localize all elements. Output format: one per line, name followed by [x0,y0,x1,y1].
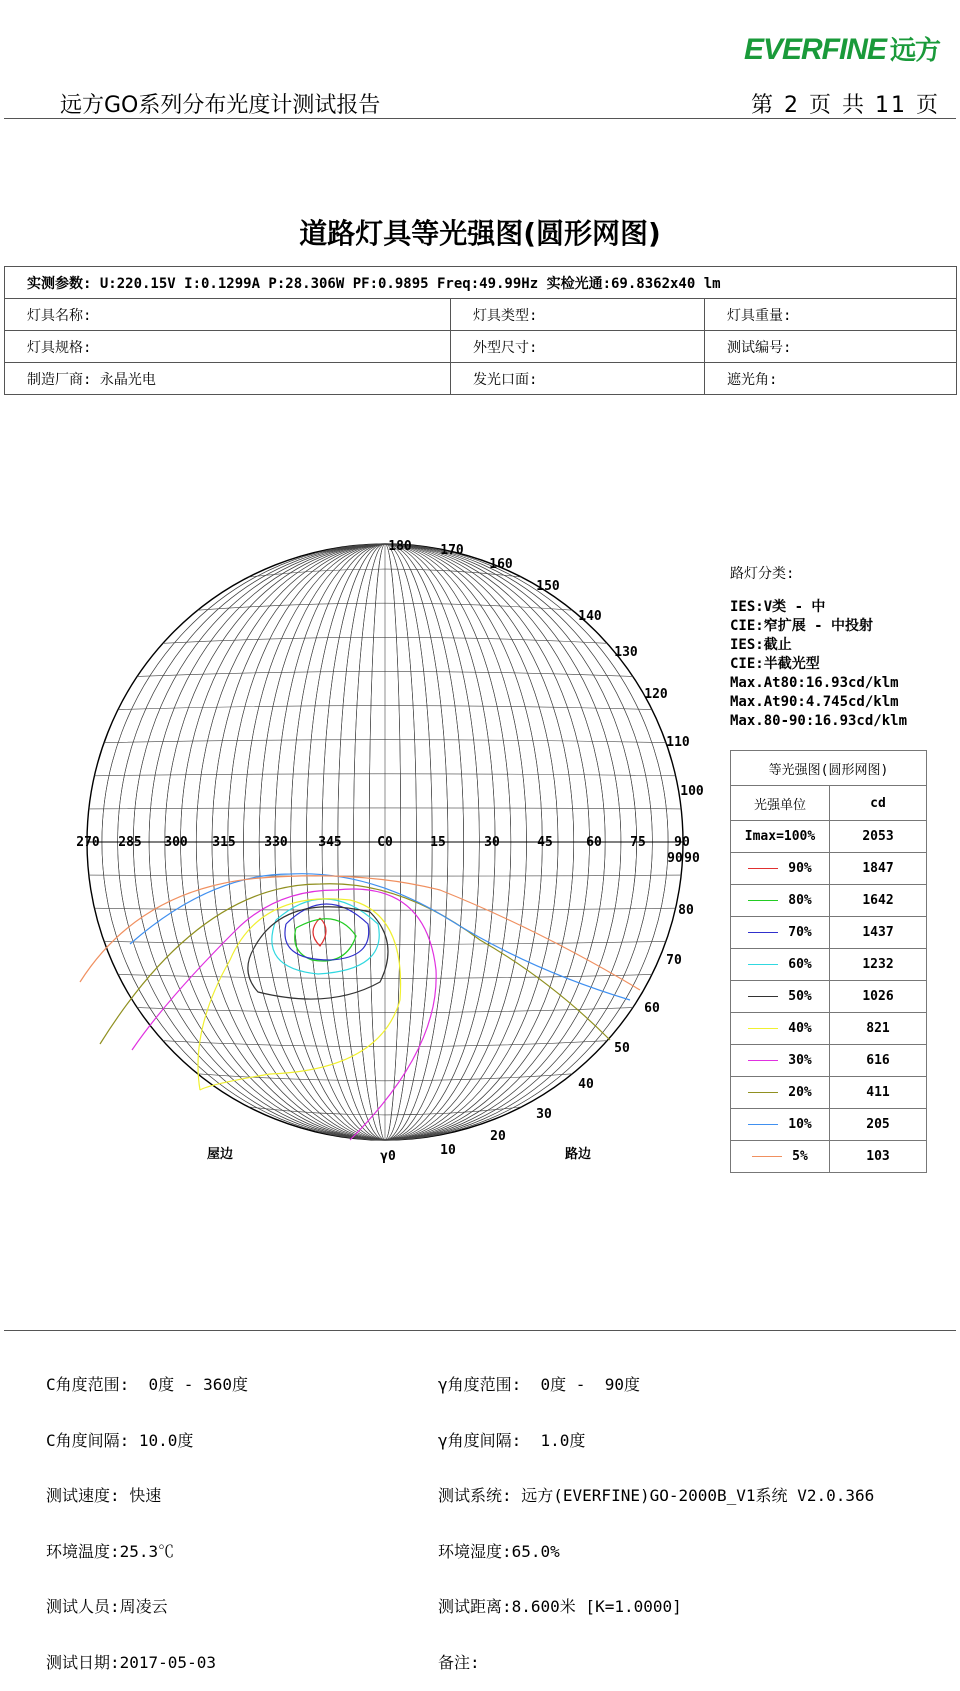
upper-angle-label: 150 [536,579,560,594]
legend-cd: 821 [830,1013,927,1045]
measured-row [5,267,957,299]
footer-temperature: 环境温度:25.3℃ [46,1541,175,1561]
classification-line: CIE:半截光型 [730,656,820,672]
gamma-angle-label: 80 [678,903,694,918]
c-angle-label: 345 [318,835,342,850]
c-angle-label: 15 [430,835,446,850]
legend-swatch [748,868,778,869]
chart-labels [76,539,704,1164]
legend-swatch [748,1124,778,1125]
lamp-type: 灯具类型: [451,299,705,331]
test-number: 测试编号: [705,331,957,363]
legend-level: 40% [731,1013,830,1045]
unit-value: cd [830,786,927,821]
legend-row [731,1013,927,1045]
isocandela-chart [0,530,720,1180]
upper-angle-label: 120 [644,687,668,702]
legend-level: 20% [731,1077,830,1109]
legend-table [730,750,927,1173]
upper-angle-label: 160 [489,557,513,572]
info-row [5,331,957,363]
isocandela-contour-30% [132,889,436,1140]
gamma-angle-label: 20 [490,1129,506,1144]
classification-line: IES:截止 [730,637,792,653]
isocandela-contour-40% [198,899,401,1090]
legend-swatch [748,1028,778,1029]
c-angle-label: 60 [586,835,602,850]
c-angle-label: 30 [484,835,500,850]
everfine-logo: EVERFINE 远方 [743,33,940,66]
page-title: 道路灯具等光强图(圆形网图) [299,217,661,250]
legend-row [731,1141,927,1173]
c-angle-label: 315 [212,835,236,850]
legend-swatch [748,932,778,933]
footer-left [46,1339,248,1691]
gamma-angle-label: 50 [614,1041,630,1056]
gamma-angle-label: 30 [536,1107,552,1122]
outline-size: 外型尺寸: [451,331,705,363]
footer-gamma-interval: γ角度间隔: 1.0度 [438,1430,586,1450]
legend-row [731,949,927,981]
legend-cd: 1026 [830,981,927,1013]
classification-line: CIE:窄扩展 - 中投射 [730,618,874,634]
classification-line: IES:V类 - 中 [730,599,826,615]
isocandela-contours [80,874,640,1140]
footer-gamma-range: γ角度范围: 0度 - 90度 [438,1375,640,1394]
c-angle-label: 75 [630,835,646,850]
upper-angle-label: 130 [614,645,638,660]
legend-level: 50% [731,981,830,1013]
footer-distance: 测试距离:8.600米 [K=1.0000] [438,1597,682,1616]
legend-level: 80% [731,885,830,917]
gamma-angle-label: 10 [440,1143,456,1158]
upper-angle-label: 90 [684,851,700,866]
header-divider [4,118,956,119]
c-angle-label: 90 [674,835,690,850]
classification-line: Max.At80:16.93cd/klm [730,675,899,691]
legend-level: 70% [731,917,830,949]
gamma-angle-label: 90 [667,851,683,866]
c-angle-label: 285 [118,835,142,850]
legend-level: 90% [731,853,830,885]
c-angle-label: 330 [264,835,288,850]
legend-cd: 1847 [830,853,927,885]
legend-caption: 等光强图(圆形网图) [731,751,927,786]
cutoff-angle: 遮光角: [705,363,957,395]
classification-heading: 路灯分类: [730,566,795,582]
emitting-surface: 发光口面: [451,363,705,395]
lamp-weight: 灯具重量: [705,299,957,331]
footer-remark: 备注: [438,1652,480,1672]
c-angle-label: C0 [377,835,393,850]
legend-level: 10% [731,1109,830,1141]
gamma-angle-label: 60 [644,1001,660,1016]
legend-cd: 1437 [830,917,927,949]
footer-c-interval: C角度间隔: 10.0度 [46,1430,194,1450]
footer-divider [4,1330,956,1331]
footer-right [438,1339,874,1691]
legend-row [731,1077,927,1109]
gamma-angle-label: γ0 [380,1149,396,1164]
lamp-name: 灯具名称: [5,299,451,331]
isocandela-contour-5% [80,876,640,990]
gamma-angle-label: 70 [666,953,682,968]
isocandela-contour-90% [313,918,326,946]
classification-line: Max.80-90:16.93cd/klm [730,713,908,729]
legend-level: 30% [731,1045,830,1077]
footer-operator: 测试人员:周凌云 [46,1597,168,1616]
legend-cd: 205 [830,1109,927,1141]
legend-cd: 103 [830,1141,927,1173]
imax-label: Imax=100% [731,821,830,853]
road-side-label: 路边 [564,1147,592,1162]
measured-params: 实测参数: U:220.15V I:0.1299A P:28.306W PF:0.9895 Freq:49.99Hz 实检光通:69.8362x40 lm [5,267,957,299]
legend-level: 5% [731,1141,830,1173]
footer-date: 测试日期:2017-05-03 [46,1652,216,1672]
legend-swatch [748,1060,778,1061]
legend-swatch [748,1092,778,1093]
upper-angle-label: 180 [388,539,412,554]
upper-angle-label: 100 [680,784,704,799]
legend-swatch [748,996,778,997]
legend-row [731,885,927,917]
lamp-spec: 灯具规格: [5,331,451,363]
legend-row [731,917,927,949]
c-angle-label: 270 [76,835,100,850]
legend-cd: 411 [830,1077,927,1109]
page-info: 第 2 页 共 11 页 [751,93,940,118]
legend-row [731,853,927,885]
legend-cd: 1232 [830,949,927,981]
info-row [5,299,957,331]
c-angle-label: 300 [164,835,188,850]
info-table [4,266,957,395]
gamma-angle-label: 40 [578,1077,594,1092]
legend-swatch [748,964,778,965]
legend-row [731,1045,927,1077]
legend-swatch [752,1156,782,1157]
legend-row [731,1109,927,1141]
legend-row [731,981,927,1013]
classification-line: Max.At90:4.745cd/klm [730,694,899,710]
legend-cd: 616 [830,1045,927,1077]
info-row [5,363,957,395]
legend-level: 60% [731,949,830,981]
road-classification [730,565,907,731]
imax-value: 2053 [830,821,927,853]
footer-system: 测试系统: 远方(EVERFINE)GO-2000B_V1系统 V2.0.366 [438,1486,875,1505]
upper-angle-label: 170 [440,543,464,558]
house-side-label: 屋边 [206,1147,234,1162]
footer-speed: 测试速度: 快速 [46,1486,162,1505]
unit-label: 光强单位 [731,786,830,821]
footer-c-range: C角度范围: 0度 - 360度 [46,1375,248,1394]
legend-cd: 1642 [830,885,927,917]
upper-angle-label: 110 [666,735,690,750]
footer-humidity: 环境湿度:65.0% [438,1541,560,1561]
c-angle-label: 45 [537,835,553,850]
report-title: 远方GO系列分布光度计测试报告 [60,93,381,118]
manufacturer: 制造厂商: 永晶光电 [5,363,451,395]
upper-angle-label: 140 [578,609,602,624]
legend-swatch [748,900,778,901]
